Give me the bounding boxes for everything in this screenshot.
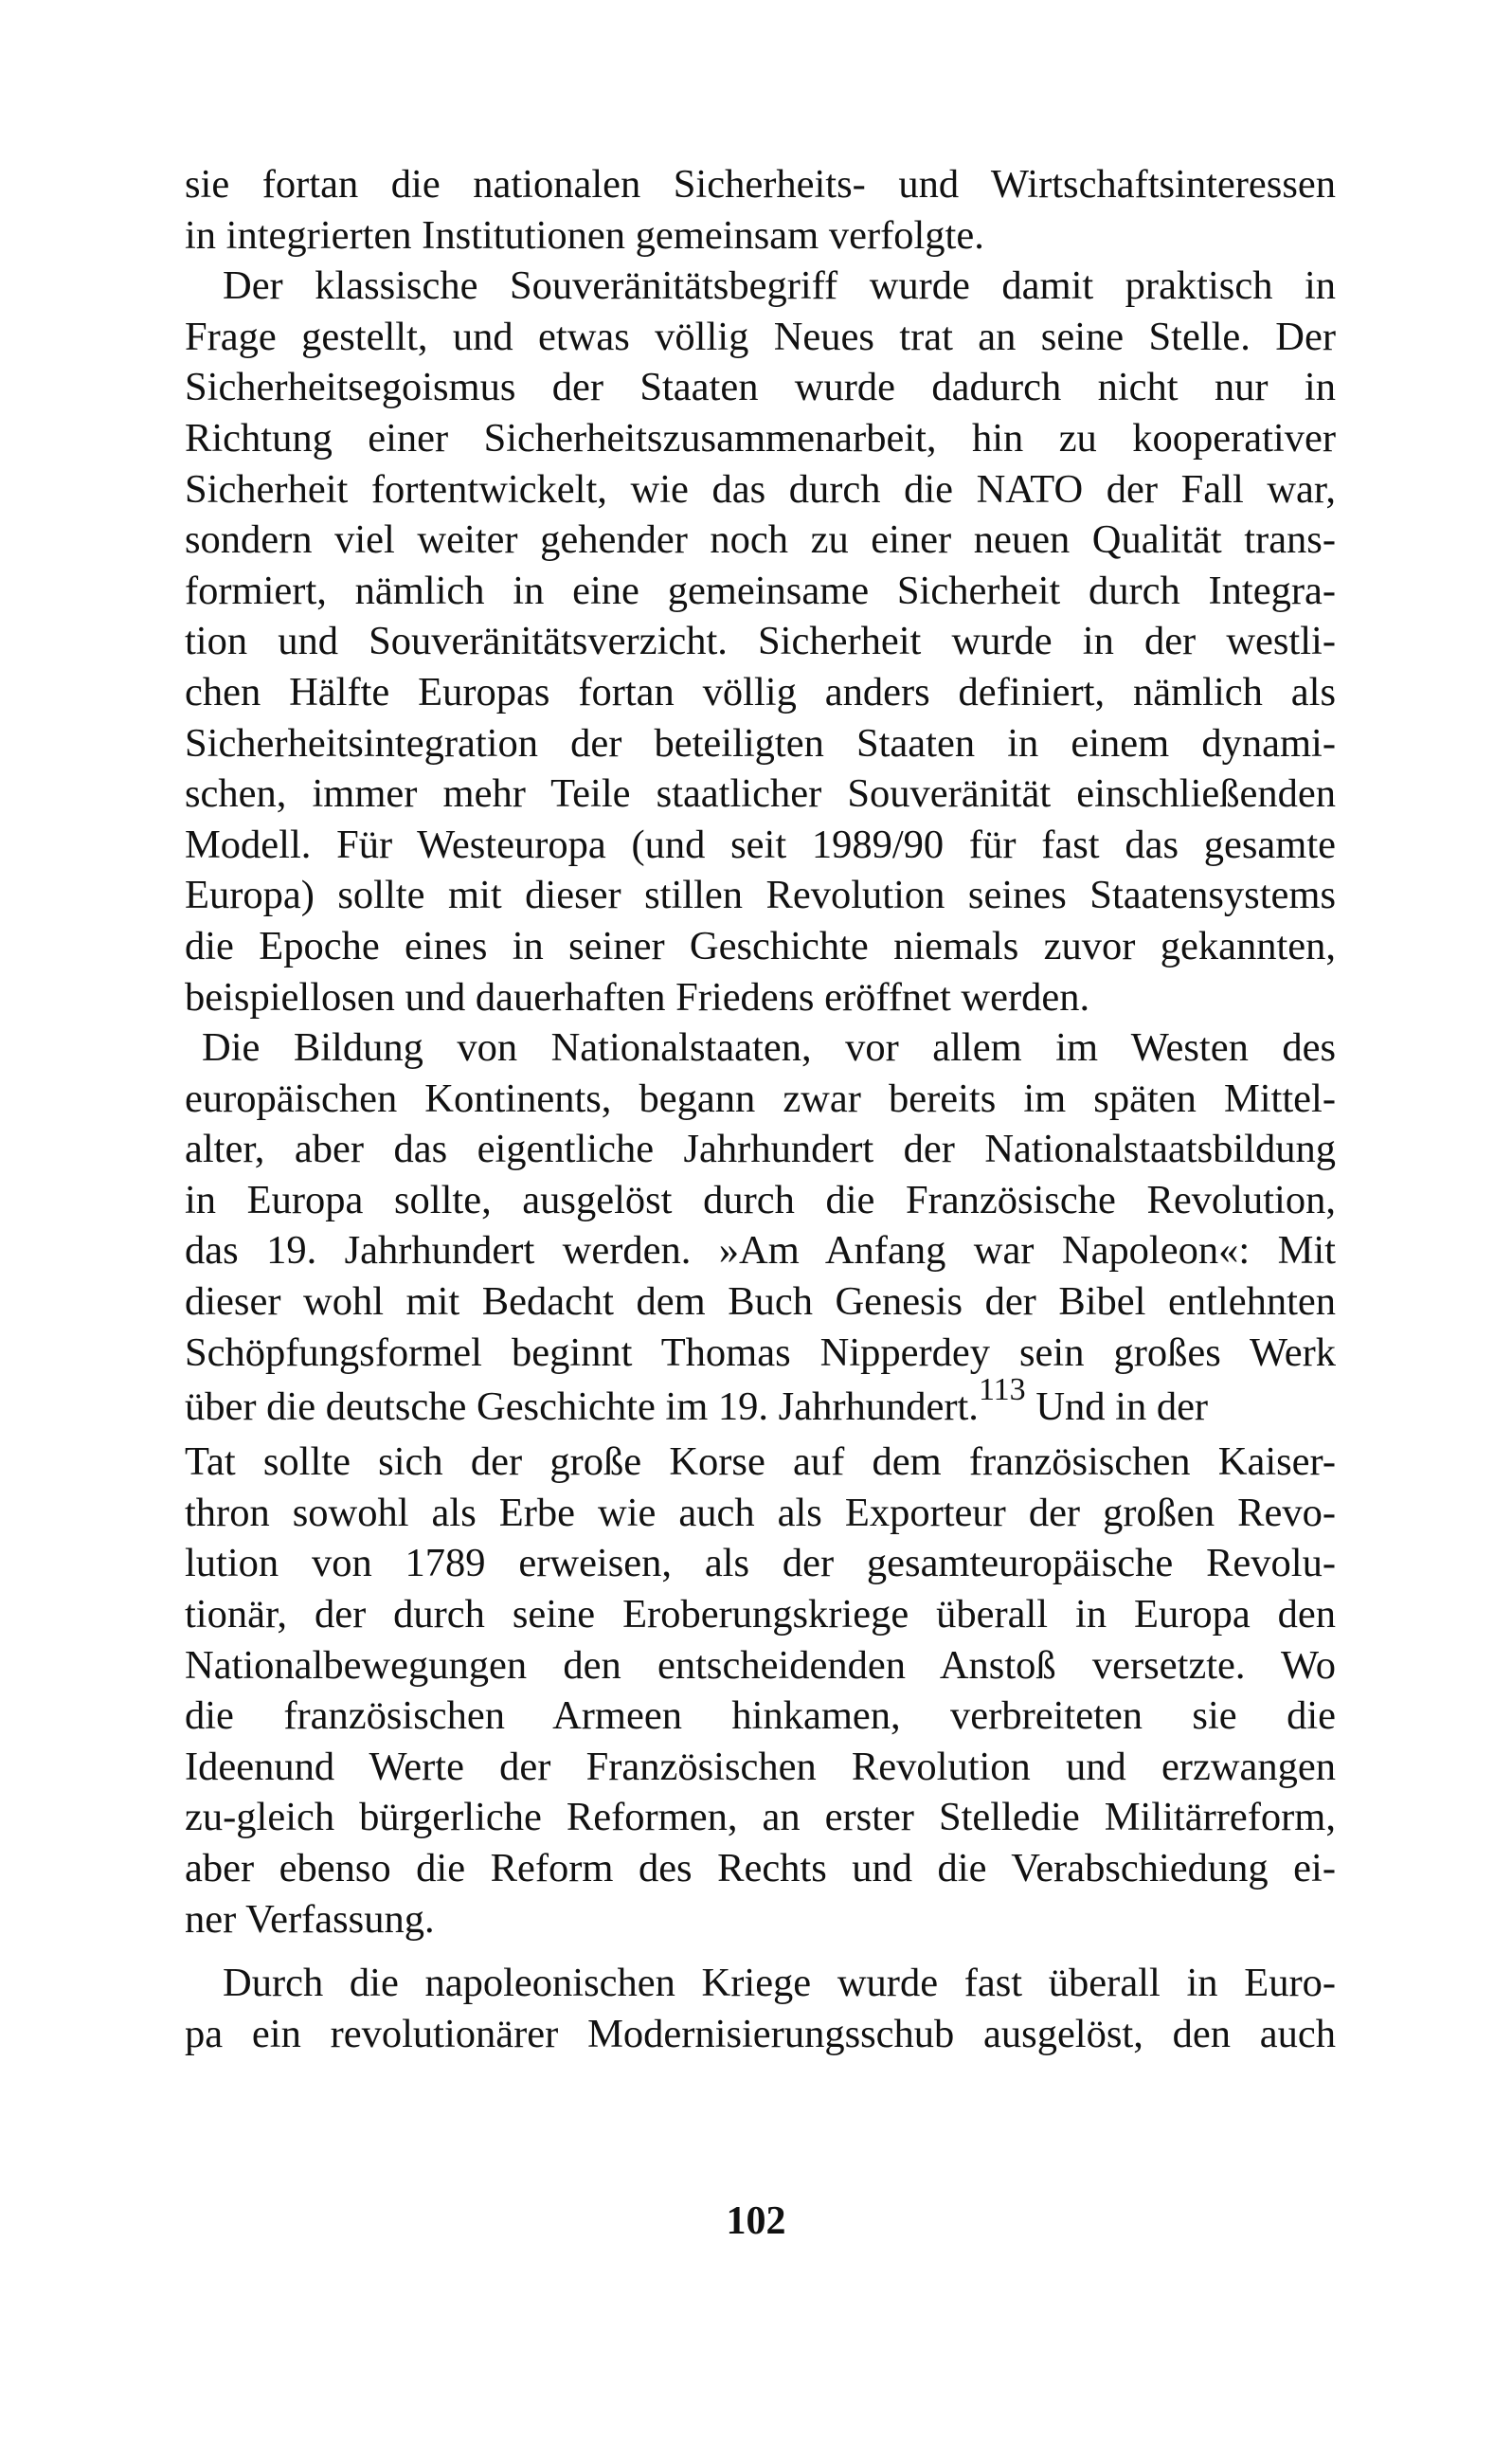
text-line: zu-gleich bürgerliche Reformen, an erster Stelledie Militärreform, [185, 1795, 1336, 1840]
text-line: Modell. Für Westeuropa (und seit 1989/90 für fast das gesamte [185, 822, 1336, 867]
text-line: Nationalbewegungen den entscheidenden Anstoß versetzte. Wo [185, 1642, 1336, 1688]
text-line: europäischen Kontinents, begann zwar bereits im späten Mittel- [185, 1076, 1336, 1121]
text-line: lution von 1789 erweisen, als der gesamteuropäische Revolu- [185, 1541, 1336, 1586]
text-line: thron sowohl als Erbe wie auch als Exporteur der großen Revo- [185, 1490, 1336, 1535]
text-line: sie fortan die nationalen Sicherheits- und Wirtschaftsinteressen [185, 162, 1336, 207]
text-line: Frage gestellt, und etwas völlig Neues trat an seine Stelle. Der [185, 314, 1336, 359]
text-line: die Epoche eines in seiner Geschichte niemals zuvor gekannten, [185, 923, 1336, 968]
text-fragment: über die deutsche Geschichte im 19. Jahrhundert. [185, 1384, 979, 1430]
footnote-marker: 113 [978, 1372, 1026, 1408]
page-number: 102 [726, 2199, 786, 2243]
text-line: chen Hälfte Europas fortan völlig anders definiert, nämlich als [185, 669, 1336, 714]
text-line: formiert, nämlich in eine gemeinsame Sicherheit durch Integra- [185, 568, 1336, 613]
text-line: Sicherheitsintegration der beteiligten Staaten in einem dynami- [185, 720, 1336, 766]
text-line: tionär, der durch seine Eroberungskriege überall in Europa den [185, 1592, 1336, 1637]
text-line: Sicherheitsegoismus der Staaten wurde dadurch nicht nur in [185, 365, 1336, 410]
text-line: in integrierten Institutionen gemeinsam verfolgte. [185, 212, 984, 258]
text-line: dieser wohl mit Bedacht dem Buch Genesis der Bibel entlehnten [185, 1279, 1336, 1325]
text-line: in Europa sollte, ausgelöst durch die Französische Revolution, [185, 1177, 1336, 1222]
text-line: ner Verfassung. [185, 1896, 435, 1942]
text-line: Europa) sollte mit dieser stillen Revolution seines Staatensystems [185, 873, 1336, 918]
text-line: alter, aber das eigentliche Jahrhundert der Nationalstaatsbildung [185, 1127, 1336, 1172]
text-line: Sicherheit fortentwickelt, wie das durch die NATO der Fall war, [185, 466, 1336, 512]
text-line: das 19. Jahrhundert werden. »Am Anfang war Napoleon«: Mit [185, 1228, 1336, 1274]
text-line: pa ein revolutionärer Modernisierungsschub ausgelöst, den auch [185, 2011, 1336, 2056]
text-line: tion und Souveränitätsverzicht. Sicherheit wurde in der westli- [185, 619, 1336, 664]
paragraph-first-line: Die Bildung von Nationalstaaten, vor allem im Westen des [202, 1025, 1336, 1071]
text-line: Ideenund Werte der Französischen Revolution und erzwangen [185, 1744, 1336, 1789]
body-text [185, 159, 1336, 2059]
text-line: aber ebenso die Reform des Rechts und die Verabschiedung ei- [185, 1846, 1336, 1890]
text-line: Schöpfungsformel beginnt Thomas Nipperdey sein großes Werk [185, 1329, 1336, 1375]
text-line: sondern viel weiter gehender noch zu einer neuen Qualität trans- [185, 517, 1336, 563]
text-line: beispiellosen und dauerhaften Friedens eröffnet werden. [185, 974, 1090, 1020]
text-fragment: Und in der [1025, 1384, 1209, 1430]
paragraph-first-line: Der klassische Souveränitätsbegriff wurde damit praktisch in [223, 263, 1336, 309]
text-line: Richtung einer Sicherheitszusammenarbeit, hin zu kooperativer [185, 415, 1336, 461]
text-line: schen, immer mehr Teile staatlicher Souveränität einschließenden [185, 771, 1336, 817]
paragraph-first-line: Durch die napoleonischen Kriege wurde fast überall in Euro- [223, 1961, 1336, 2006]
text-line: Tat sollte sich der große Korse auf dem französischen Kaiser- [185, 1439, 1336, 1485]
text-line-with-footnote [185, 1372, 1336, 1437]
text-line: die französischen Armeen hinkamen, verbreiteten sie die [185, 1693, 1336, 1739]
